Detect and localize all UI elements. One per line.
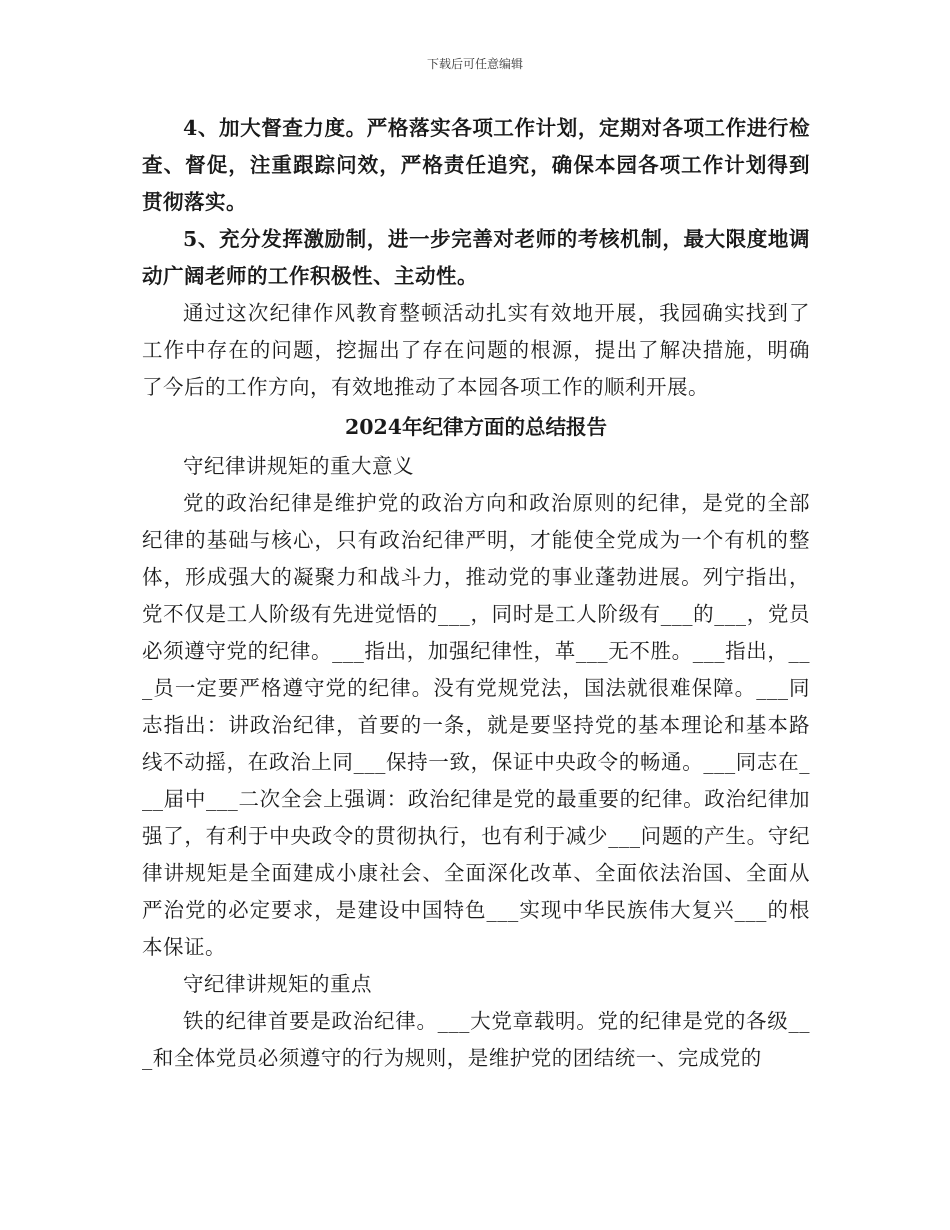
document-title: 2024年纪律方面的总结报告	[344, 415, 608, 439]
section-heading-key-points: 守纪律讲规矩的重点	[183, 972, 372, 996]
page-header-note: 下载后可任意编辑	[426, 57, 523, 71]
document-body	[142, 110, 810, 1077]
paragraph-item-5: 5、充分发挥激励制，进一步完善对老师的考核机制，最大限度地调动广阔老师的工作积极性、主动性。	[142, 227, 810, 288]
section-heading-significance: 守纪律讲规矩的重大意义	[183, 454, 414, 478]
paragraph-conclusion: 通过这次纪律作风教育整顿活动扎实有效地开展，我园确实找到了工作中存在的问题，挖掘出了存在问题的根源，提出了解决措施，明确了今后的工作方向，有效地推动了本园各项工作的顺利开展。	[142, 301, 810, 399]
section-body-key-points: 铁的纪律首要是政治纪律。___大党章载明。党的纪律是党的各级___和全体党员必须遵守的行为规则，是维护党的团结统一、完成党的	[142, 1009, 810, 1070]
paragraph-item-4: 4、加大督查力度。严格落实各项工作计划，定期对各项工作进行检查、督促，注重跟踪问效，严格责任追究，确保本园各项工作计划得到贯彻落实。	[142, 116, 810, 214]
section-body-significance: 党的政治纪律是维护党的政治方向和政治原则的纪律，是党的全部纪律的基础与核心，只有政治纪律严明，才能使全党成为一个有机的整体，形成强大的凝聚力和战斗力，推动党的事业蓬勃进展。列宁指出，党不仅是工人阶级有先进觉悟的___，同时是工人阶级有___的___，党员必须遵守党的纪律。___指出，加强纪律性，革___无不胜。___指出，___员一定要严格遵守党的纪律。没有党规党法，国法就很难保障。___同志指出：讲政治纪律，首要的一条，就是要坚持党的基本理论和基本路线不动摇，在政治上同___保持一致，保证中央政令的畅通。___同志在___届中___二次全会上强调：政治纪律是党的最重要的纪律。政治纪律加强了，有利于中央政令的贯彻执行，也有利于减少___问题的产生。守纪律讲规矩是全面建成小康社会、全面深化改革、全面依法治国、全面从严治党的必定要求，是建设中国特色___实现中华民族伟大复兴___的根本保证。	[142, 491, 810, 959]
